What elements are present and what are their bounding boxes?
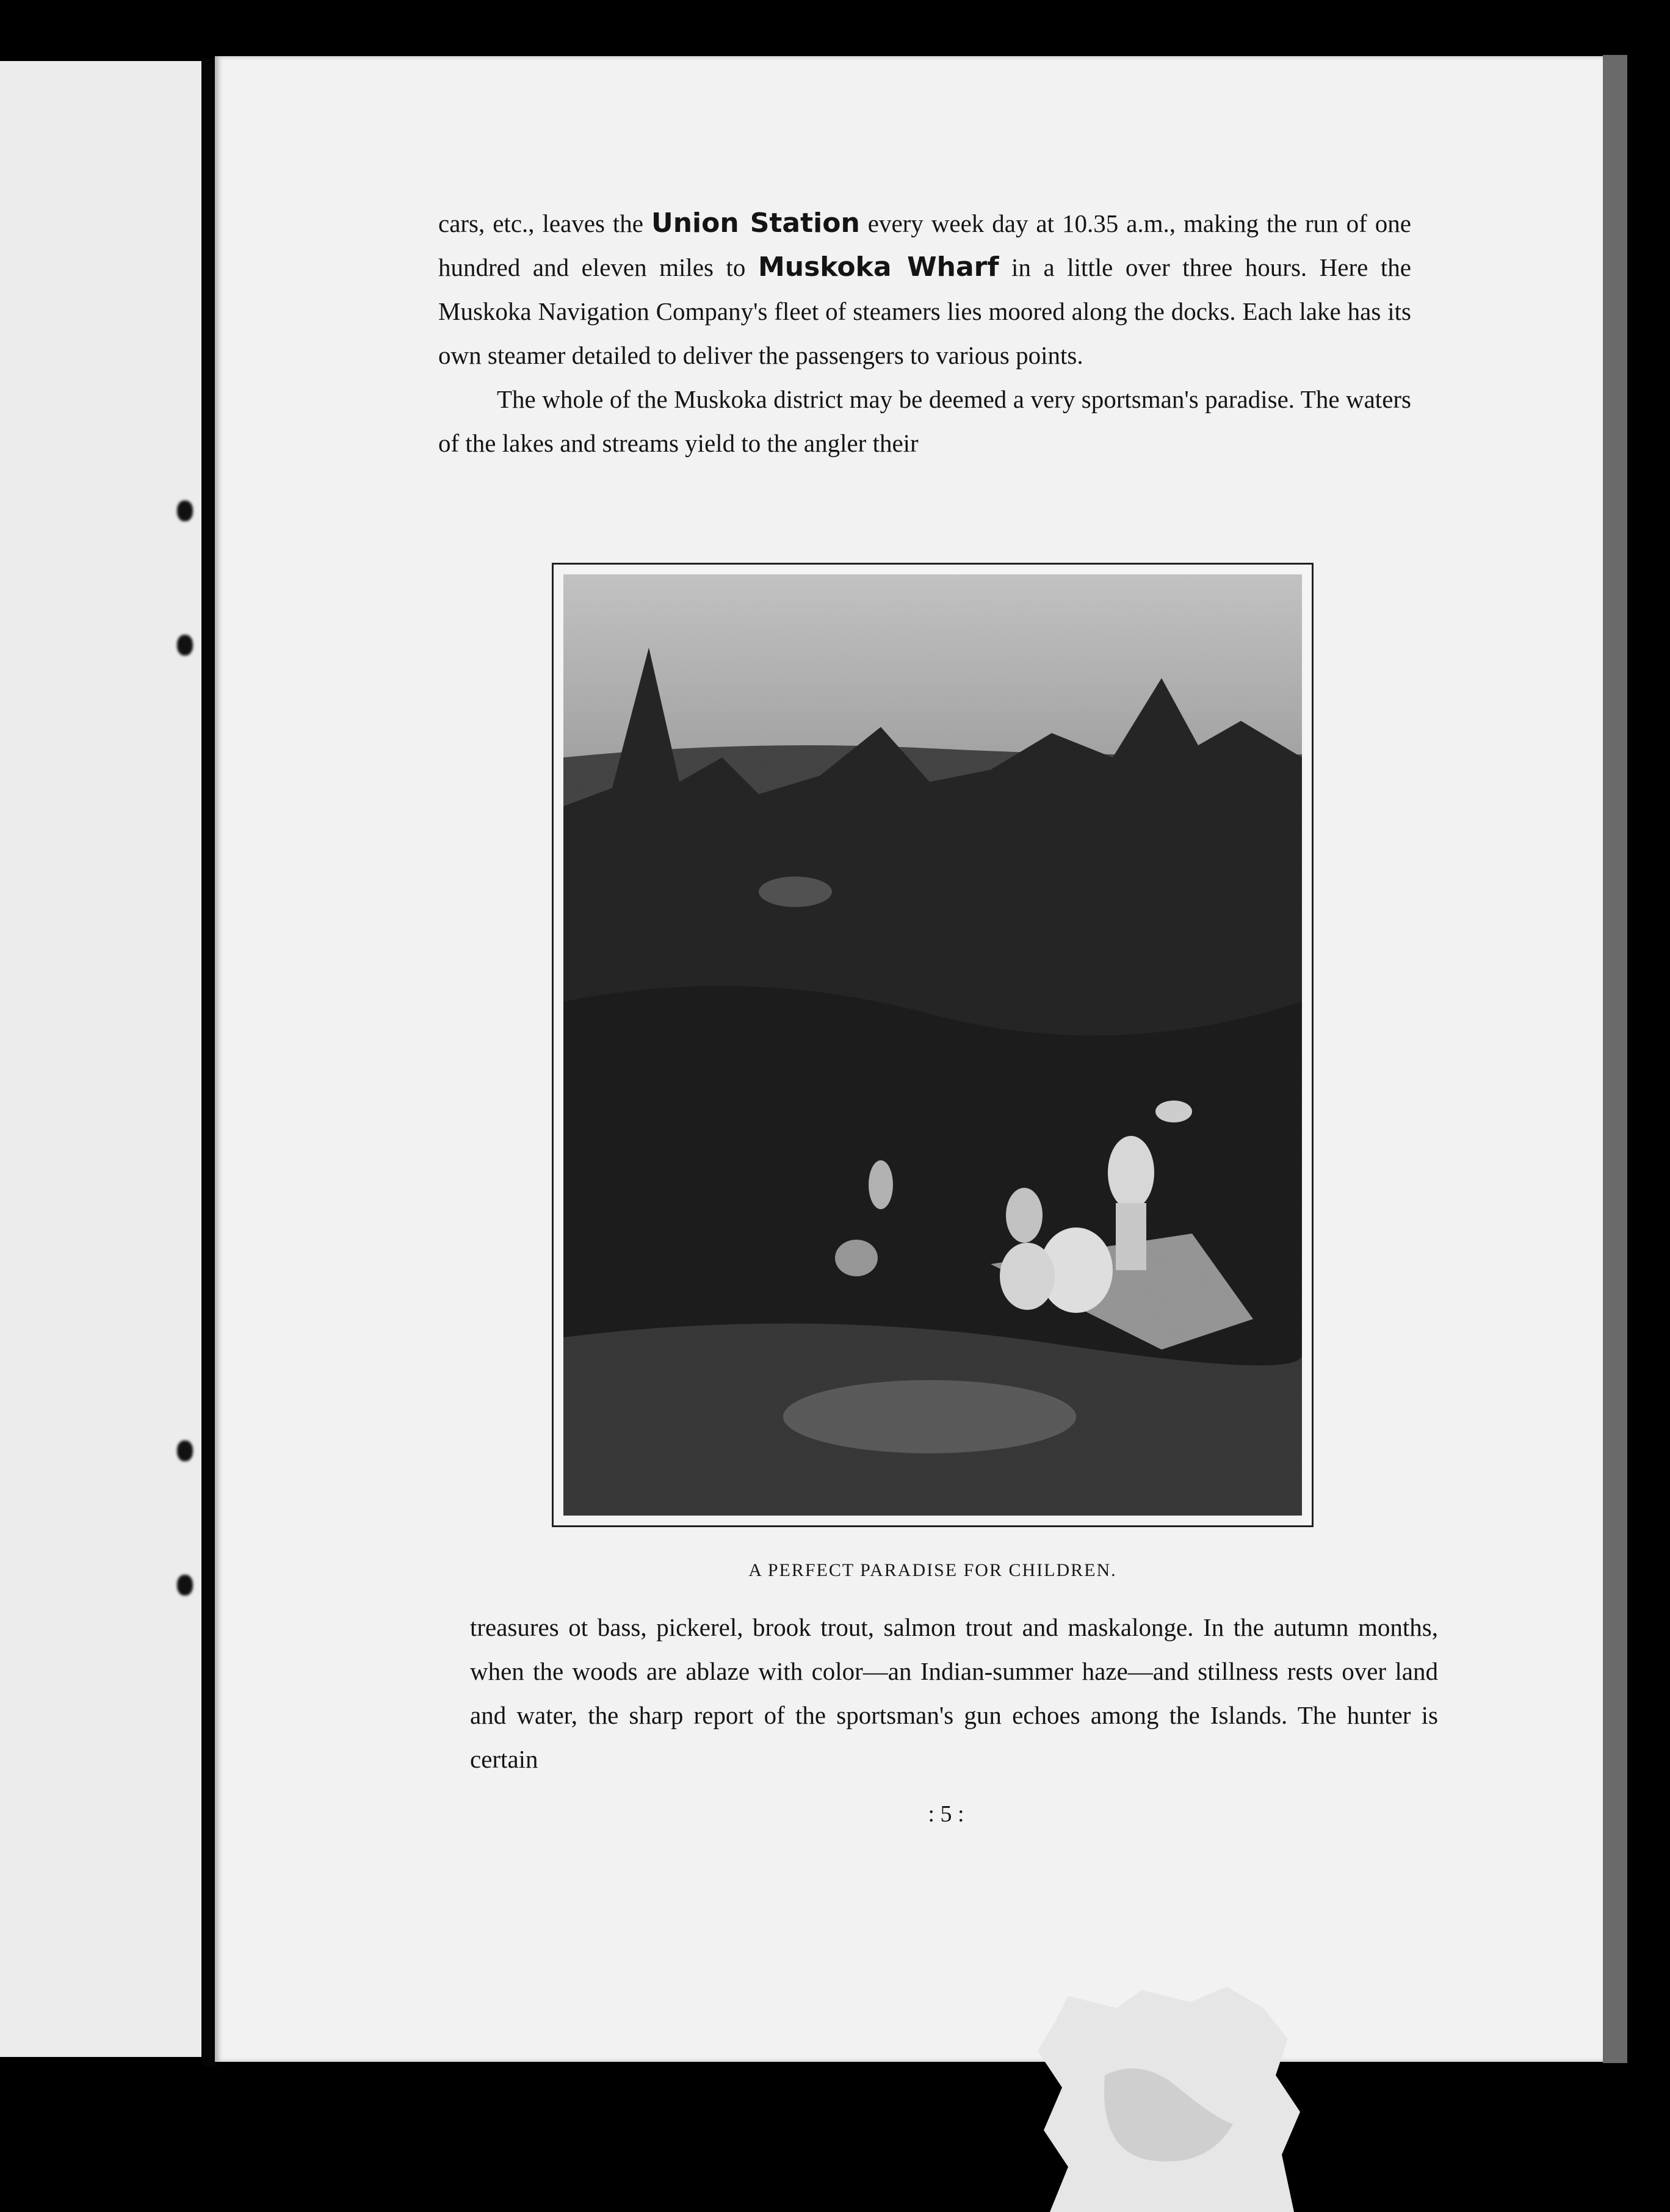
binding-hole-top-left: [177, 501, 193, 521]
para1-segment-1: cars, etc., leaves the: [438, 209, 651, 237]
children-picnic-photo: [563, 574, 1302, 1516]
para1-segment-2: every week day at 10.35 a.m., making the run of one hundred and eleven miles to: [438, 209, 1411, 281]
muskoka-wharf-term: Muskoka Wharf: [757, 251, 999, 283]
torn-paper-fragment: [1032, 1984, 1306, 2212]
para1-segment-3: in a little over three hours. Here the Muskoka Navigation Company's fleet of steamers lies moored along the docks. Each lake has its own steamer detailed to deliver the passengers to various points.: [438, 253, 1411, 369]
bottom-text-block: [470, 1605, 1438, 1781]
left-page-blank: [0, 61, 201, 2057]
paragraph-2: The whole of the Muskoka district may be deemed a very sportsman's paradise. The waters of the lakes and streams yield to the angler their: [438, 385, 1411, 457]
top-text-block: [438, 201, 1411, 465]
binding-hole-bottom-left: [177, 1440, 193, 1461]
binding-hole-top-left-lower: [177, 635, 193, 656]
paragraph-3: treasures ot bass, pickerel, brook trout, salmon trout and maskalonge. In the autumn months, when the woods are ablaze with color—an Indian-summer haze—and stillness rests over land and water, the sharp report of the sportsman's gun echoes among the Islands. The hunter is certain: [470, 1613, 1438, 1773]
page-edge-shadow: [1603, 55, 1627, 2063]
page-number: : 5 :: [928, 1801, 964, 1827]
paragraph-1: [438, 201, 1411, 377]
photo-caption: A PERFECT PARADISE FOR CHILDREN.: [748, 1560, 1117, 1580]
book-gutter: [203, 58, 216, 2066]
union-station-term: Union Station: [651, 208, 860, 239]
photo-frame: [552, 563, 1314, 1527]
binding-hole-bottom-left-lower: [177, 1575, 193, 1596]
